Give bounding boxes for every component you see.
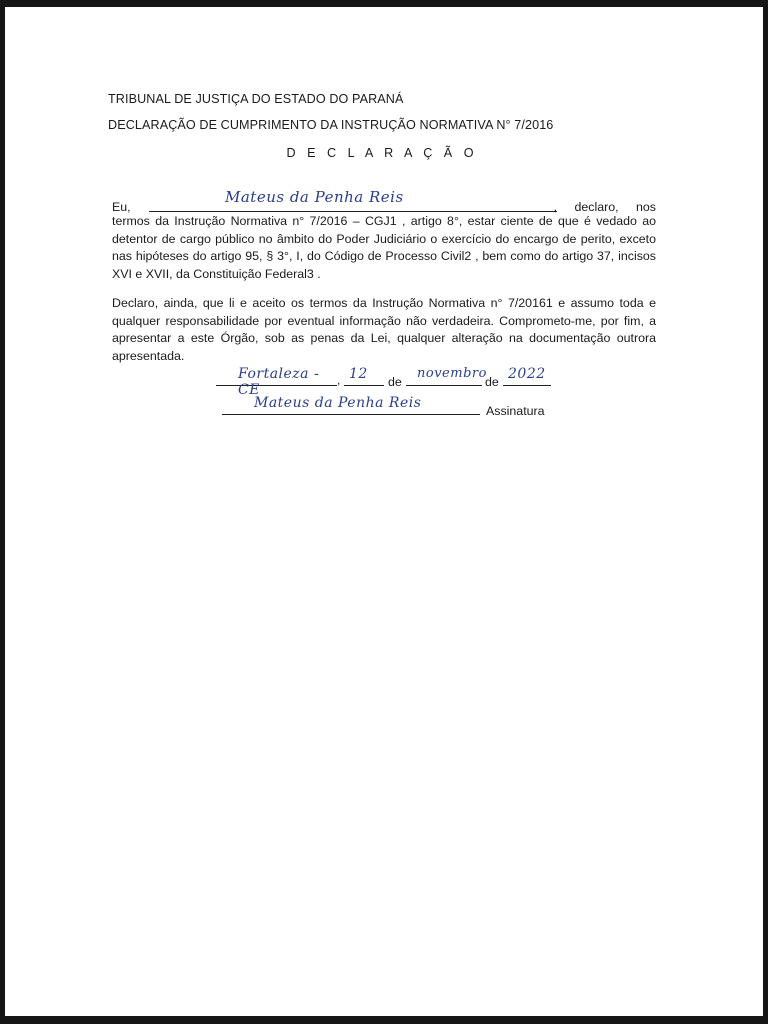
handwritten-day: 12	[349, 366, 368, 382]
paragraph-1: termos da Instrução Normativa n° 7/2016 – CGJ1 , artigo 8°, estar ciente de que é vedado ao detentor de cargo público no âmbito do Poder Judiciário o exercício do encargo de perito, exceto nas hipóteses do artigo 95, § 3°, I, do Código de Processo Civil2 , bem como do artigo 37, incisos XVI e XVII, da Constituição Federal3 .	[112, 214, 656, 281]
city-field	[216, 366, 337, 398]
signature-label: Assinatura	[486, 404, 545, 418]
month-field	[406, 366, 487, 386]
handwritten-name: Mateus da Penha Reis	[225, 188, 404, 206]
year-field	[503, 367, 551, 386]
court-name: TRIBUNAL DE JUSTIÇA DO ESTADO DO PARANÁ	[108, 92, 404, 106]
handwritten-city: Fortaleza - CE	[238, 366, 320, 398]
de-label-2: de	[485, 375, 499, 389]
day-field	[344, 367, 384, 386]
handwritten-month: novembro	[417, 366, 487, 381]
document-title: D E C L A R A Ç Ã O	[286, 146, 478, 160]
document-subject: DECLARAÇÃO DE CUMPRIMENTO DA INSTRUÇÃO NORMATIVA N° 7/2016	[108, 118, 554, 132]
paragraph-2: Declaro, ainda, que li e aceito os termos da Instrução Normativa n° 7/20161 e assumo toda e qualquer responsabilidade por eventual informação não verdadeira. Comprometo-me, por fim, a apresentar a este Órgão, sob as penas da Lei, qualquer alteração na documentação outrora apresentada.	[112, 296, 656, 363]
signature-field	[222, 396, 480, 415]
name-field	[149, 188, 557, 212]
handwritten-year: 2022	[508, 366, 546, 382]
declaro-text: , declaro, nos	[553, 200, 656, 214]
de-label-1: de	[388, 375, 402, 389]
eu-label: Eu,	[112, 200, 131, 214]
handwritten-signature: Mateus da Penha Reis	[254, 395, 422, 411]
comma: ,	[337, 373, 341, 387]
declarant-line	[112, 188, 656, 214]
